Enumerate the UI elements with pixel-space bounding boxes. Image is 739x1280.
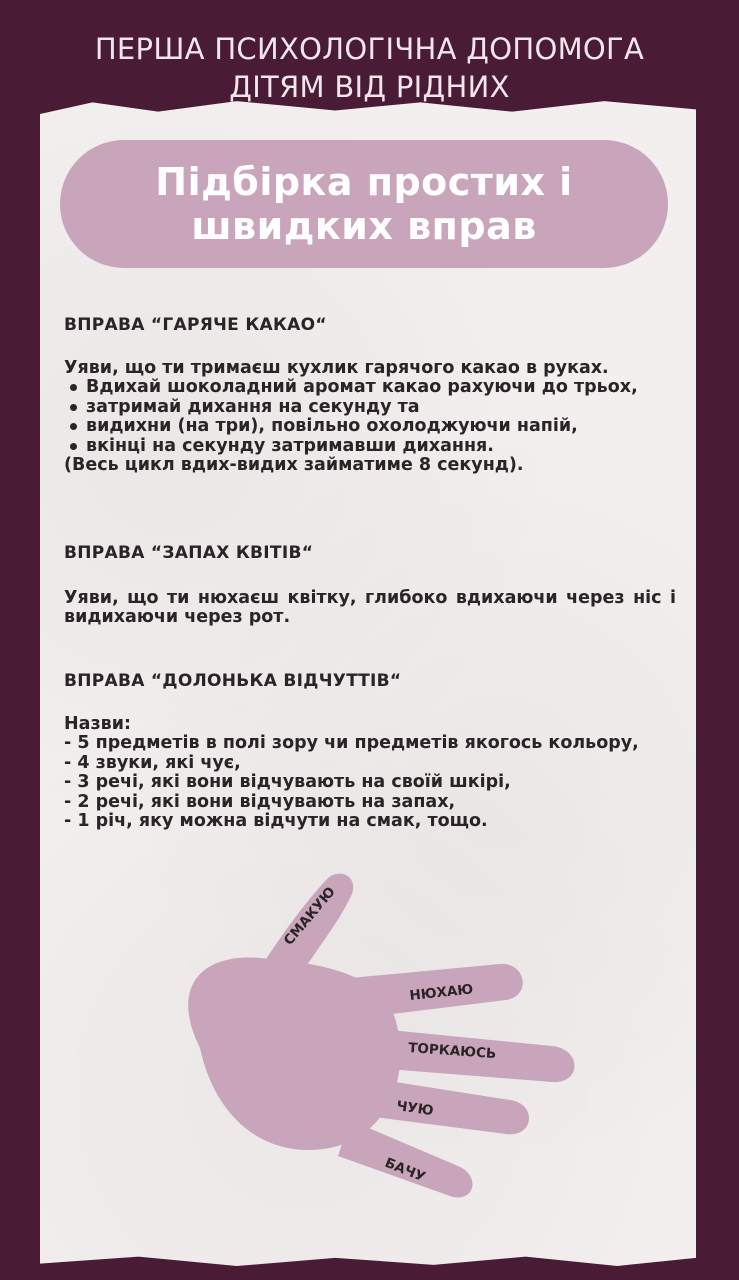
exercise-cocoa — [64, 316, 676, 476]
header-line-2: ДІТЯМ ВІД РІДНИХ — [229, 70, 510, 104]
exercise-cocoa-note: (Весь цикл вдих-видих займатиме 8 секунд). — [64, 455, 524, 475]
exercise-flowers-text: Уяви, що ти нюхаєш квітку, глибоко вдихаючи через ніс і видихаючи через рот. — [64, 587, 676, 627]
exercise-cocoa-steps — [64, 378, 676, 456]
page-header — [0, 30, 739, 106]
banner-line-2: швидких вправ — [191, 204, 537, 248]
hand-label-taste: СМАКУЮ — [280, 883, 339, 949]
list-item: вкінці на секунду затримавши дихання. — [86, 437, 676, 457]
title-banner — [60, 140, 668, 268]
list-item: затримай дихання на секунду та — [86, 398, 676, 418]
exercise-cocoa-title: ВПРАВА “ГАРЯЧЕ КАКАО“ — [64, 315, 327, 335]
banner-line-1: Підбірка простих і — [155, 160, 573, 204]
exercise-flowers — [64, 544, 676, 628]
list-item: - 1 річ, яку можна відчути на смак, тощо. — [64, 811, 488, 831]
hand-label-see: БАЧУ — [382, 1154, 428, 1186]
list-item: - 4 звуки, які чує, — [64, 752, 241, 773]
exercise-palm — [64, 672, 676, 832]
list-item: - 2 речі, які вони відчувають на запах, — [64, 791, 456, 812]
hand-label-smell: НЮХАЮ — [408, 981, 474, 1004]
hand-label-touch: ТОРКАЮСЬ — [407, 1040, 497, 1063]
hand-label-hear: ЧУЮ — [395, 1098, 435, 1120]
exercise-palm-lead: Назви: — [64, 713, 131, 734]
hand-icon — [170, 868, 590, 1208]
exercise-cocoa-intro: Уяви, що ти тримаєш кухлик гарячого какао в руках. — [64, 357, 609, 378]
hand-illustration — [170, 868, 590, 1208]
list-item: Вдихай шоколадний аромат какао рахуючи до трьох, — [86, 378, 676, 398]
header-line-1: ПЕРША ПСИХОЛОГІЧНА ДОПОМОГА — [94, 32, 645, 66]
list-item: - 3 речі, які вони відчувають на своїй шкірі, — [64, 772, 511, 792]
exercise-flowers-title: ВПРАВА “ЗАПАХ КВІТІВ“ — [64, 543, 314, 563]
list-item: видихни (на три), повільно охолоджуючи напій, — [86, 417, 676, 437]
exercise-palm-title: ВПРАВА “ДОЛОНЬКА ВІДЧУТТІВ“ — [64, 671, 402, 691]
list-item: - 5 предметів в полі зору чи предметів якогось кольору, — [64, 733, 639, 753]
